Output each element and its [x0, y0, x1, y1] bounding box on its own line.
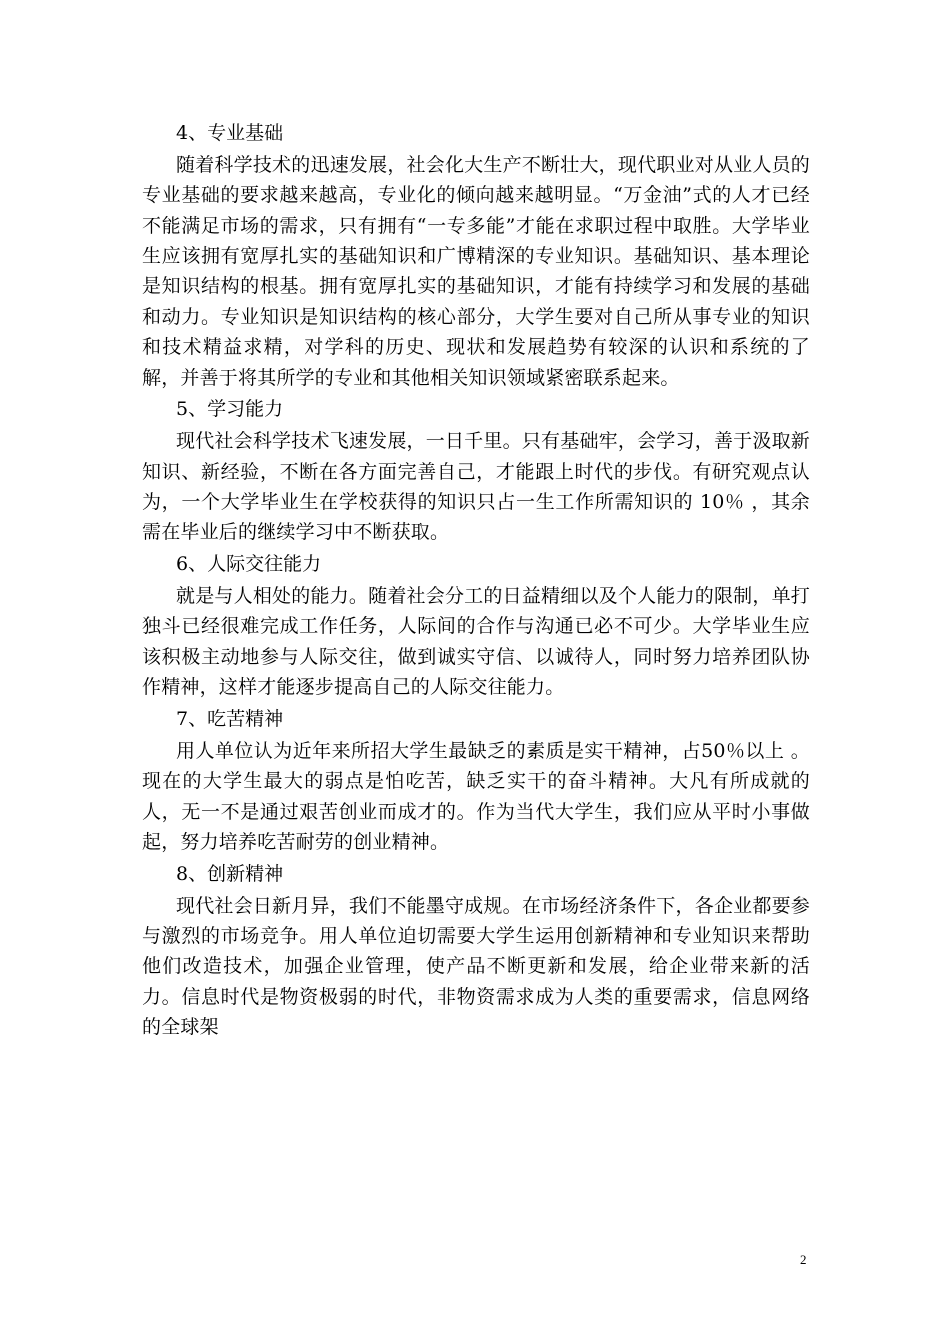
section-heading-professional-foundation: 4、专业基础 [176, 122, 284, 144]
paragraph-professional-foundation: 随着科学技术的迅速发展，社会化大生产不断壮大，现代职业对从业人员的专业基础的要求越来越高，专业化的倾向越来越明显。“万金油”式的人才已经不能满足市场的需求，只有拥有“一专多能”才能在求职过程中取胜。大学毕业生应该拥有宽厚扎实的基础知识和广博精深的专业知识。基础知识、基本理论是知识结构的根基。拥有宽厚扎实的基础知识，才能有持续学习和发展的基础和动力。专业知识是知识结构的核心部分，大学生要对自己所从事专业的知识和技术精益求精，对学科的历史、现状和发展趋势有较深的认识和系统的了解，并善于将其所学的专业和其他相关知识领域紧密联系起来。 [142, 153, 810, 389]
paragraph-interpersonal-ability: 就是与人相处的能力。随着社会分工的日益精细以及个人能力的限制，单打独斗已经很难完成工作任务，人际间的合作与沟通已必不可少。大学毕业生应该积极主动地参与人际交往，做到诚实守信、以诚待人，同时努力培养团队协作精神，这样才能逐步提高自己的人际交往能力。 [142, 585, 810, 699]
paragraph-hardworking-spirit: 用人单位认为近年来所招大学生最缺乏的素质是实干精神，占50％以上 。现在的大学生最大的弱点是怕吃苦，缺乏实干的奋斗精神。大凡有所成就的人，无一不是通过艰苦创业而成才的。作为当代大学生，我们应从平时小事做起，努力培养吃苦耐劳的创业精神。 [142, 739, 810, 854]
section-heading-learning-ability: 5、学习能力 [176, 398, 284, 421]
paragraph-innovation-spirit: 现代社会日新月异，我们不能墨守成规。在市场经济条件下，各企业都要参与激烈的市场竞争。用人单位迫切需要大学生运用创新精神和专业知识来帮助他们改造技术，加强企业管理，使产品不断更新和发展，给企业带来新的活力。信息时代是物资极弱的时代，非物资需求成为人类的重要需求，信息网络的全球架 [142, 894, 810, 1039]
section-heading-hardworking-spirit: 7、吃苦精神 [176, 708, 284, 731]
paragraph-learning-ability: 现代社会科学技术飞速发展，一日千里。只有基础牢，会学习，善于汲取新知识、新经验，不断在各方面完善自己，才能跟上时代的步伐。有研究观点认为，一个大学毕业生在学校获得的知识只占一生工作所需知识的 10％ ，其余需在毕业后的继续学习中不断获取。 [142, 430, 810, 544]
section-heading-interpersonal-ability: 6、人际交往能力 [176, 553, 322, 576]
page-body [142, 118, 810, 1044]
page-number: 2 [800, 1252, 807, 1267]
section-heading-innovation-spirit: 8、创新精神 [176, 862, 284, 885]
